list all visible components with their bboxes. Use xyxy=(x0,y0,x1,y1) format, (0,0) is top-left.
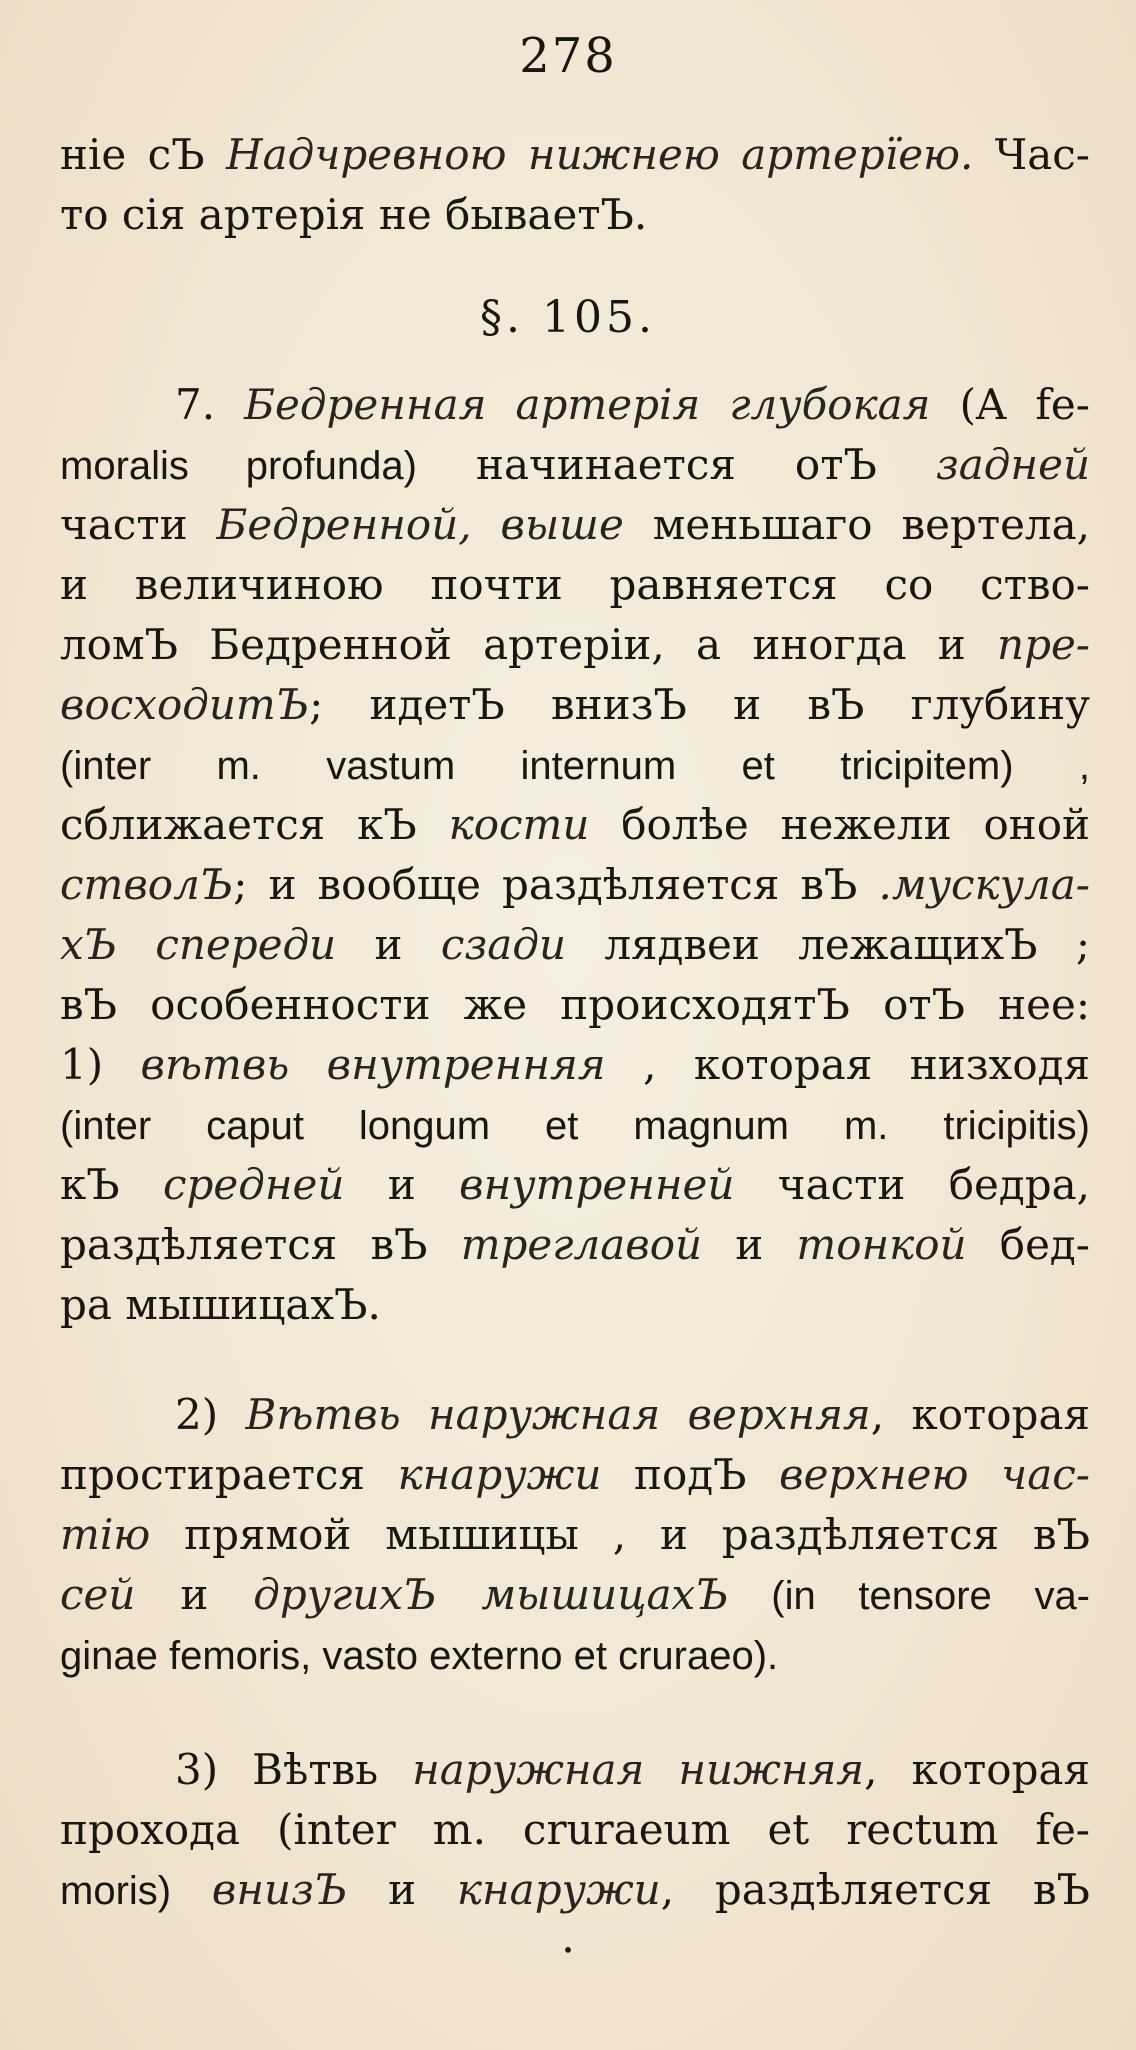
text-line xyxy=(60,795,1090,855)
italic-term: задней xyxy=(935,440,1090,489)
text-line xyxy=(60,555,1090,615)
page-number: 278 xyxy=(519,28,617,84)
italic-term: сзади xyxy=(440,920,567,969)
text-span: бед- xyxy=(966,1220,1090,1269)
text-span: болѣе нежели оной xyxy=(589,800,1090,849)
italic-term: внутренней xyxy=(459,1160,735,1209)
text-span: меньшаго вертела, xyxy=(623,500,1090,549)
text-span: вЪ особенности же происходятЪ отЪ нее: xyxy=(60,980,1090,1029)
italic-term: сей xyxy=(60,1570,136,1619)
text-span: прохода (inter m. cruraeum et rectum fe- xyxy=(60,1805,1090,1854)
italic-term: внизЪ xyxy=(171,1865,348,1914)
text-span: 7. xyxy=(175,380,245,429)
italic-term: Вѣтвь наружная верхняя xyxy=(245,1390,871,1439)
latin-span: ginae femoris, vasto externo et cruraeo). xyxy=(60,1634,779,1678)
text-line xyxy=(60,615,1090,675)
latin-span: moris) xyxy=(60,1869,172,1913)
text-span: ; идетЪ внизЪ и вЪ глубину xyxy=(309,680,1090,729)
text-span: то сія артерія не бываетЪ. xyxy=(60,190,648,239)
text-span: 1) xyxy=(60,1040,141,1089)
text-span: прямой мышицы , и раздѣляется вЪ xyxy=(150,1510,1090,1559)
italic-term: восходитЪ xyxy=(60,680,310,729)
italic-term: Надчревною нижнею артерїею. xyxy=(225,130,974,179)
text-span: ра мышицахЪ. xyxy=(60,1280,381,1329)
text-span: и величиною почти равняется со ство- xyxy=(60,560,1090,609)
text-span: , которая xyxy=(864,1745,1090,1794)
text-span: 3) Вѣтвь xyxy=(175,1745,413,1794)
italic-term: вѣтвь внутренняя xyxy=(140,1040,606,1089)
text-span: лядвеи лежащихЪ ; xyxy=(566,920,1090,969)
text-line xyxy=(60,495,1090,555)
italic-term: Бедренная артерія глубокая xyxy=(244,380,931,429)
text-line xyxy=(175,1385,1090,1445)
text-span: ніе сЪ xyxy=(60,130,226,179)
latin-span: (inter caput longum et magnum m. tricipitis) xyxy=(60,1104,1090,1148)
text-span: 2) xyxy=(175,1390,246,1439)
text-line xyxy=(60,185,1090,245)
text-line xyxy=(60,1800,1090,1860)
text-line xyxy=(60,1155,1090,1215)
text-span: подЪ xyxy=(601,1450,780,1499)
latin-span: (inter m. vastum internum et tricipitem) , xyxy=(60,744,1090,788)
italic-term: кнаружи xyxy=(397,1450,602,1499)
latin-span: moralis profunda) xyxy=(60,444,417,488)
text-line xyxy=(60,1445,1090,1505)
text-span: раздѣляется вЪ xyxy=(60,1220,461,1269)
text-line xyxy=(60,1625,1090,1686)
text-line xyxy=(60,1275,1090,1335)
italic-term: пре- xyxy=(997,620,1090,669)
text-span: сближается кЪ xyxy=(60,800,449,849)
italic-term: Бедренной, выше xyxy=(216,500,624,549)
text-span: , которая низходя xyxy=(605,1040,1090,1089)
text-line xyxy=(60,855,1090,915)
text-line xyxy=(60,675,1090,735)
text-span: кЪ xyxy=(60,1160,163,1209)
text-span: Час- xyxy=(973,130,1090,179)
section-heading: §. 105. xyxy=(480,292,656,343)
italic-term: тонкой xyxy=(796,1220,967,1269)
text-span: • xyxy=(562,1938,574,1962)
speck-mark xyxy=(0,1920,1136,1980)
text-line xyxy=(60,1095,1090,1156)
text-span: , которая xyxy=(870,1390,1090,1439)
text-span: и xyxy=(344,1160,460,1209)
italic-term: другихЪ мышицахЪ xyxy=(253,1570,729,1619)
text-span: ломЪ Бедренной артеріи, а иногда и xyxy=(60,620,998,669)
italic-term: средней xyxy=(162,1160,345,1209)
text-span: части бедра, xyxy=(734,1160,1090,1209)
text-line xyxy=(60,1565,1090,1626)
text-line xyxy=(60,915,1090,975)
text-line xyxy=(60,1215,1090,1275)
text-line xyxy=(60,735,1090,796)
text-line xyxy=(175,375,1090,435)
italic-term: треглавой xyxy=(460,1220,703,1269)
text-span: простирается xyxy=(60,1450,398,1499)
text-line xyxy=(60,975,1090,1035)
latin-span: (in tensore va- xyxy=(728,1574,1090,1618)
text-span: и xyxy=(702,1220,797,1269)
text-line xyxy=(60,125,1090,185)
text-line xyxy=(175,1740,1090,1800)
text-span: , раздѣляется вЪ xyxy=(660,1865,1090,1914)
text-line xyxy=(60,1505,1090,1565)
italic-term: тію xyxy=(60,1510,151,1559)
italic-term: наружная нижняя xyxy=(412,1745,865,1794)
text-span: и xyxy=(347,1865,457,1914)
text-span: (A fe- xyxy=(930,380,1090,429)
text-span: и xyxy=(336,920,441,969)
text-span: ; и вообще раздѣляется вЪ xyxy=(233,860,879,909)
text-span: начинается отЪ xyxy=(416,440,936,489)
italic-term: кости xyxy=(448,800,590,849)
italic-term: стволЪ xyxy=(60,860,234,909)
text-line xyxy=(60,435,1090,496)
italic-term: хЪ спереди xyxy=(60,920,337,969)
italic-term: верхнею час- xyxy=(779,1450,1090,1499)
italic-term: кнаружи xyxy=(456,1865,661,1914)
italic-term: .мускула- xyxy=(878,860,1090,909)
text-line xyxy=(60,1860,1090,1921)
text-span: части xyxy=(60,500,217,549)
text-line xyxy=(60,1035,1090,1095)
text-span: и xyxy=(135,1570,254,1619)
